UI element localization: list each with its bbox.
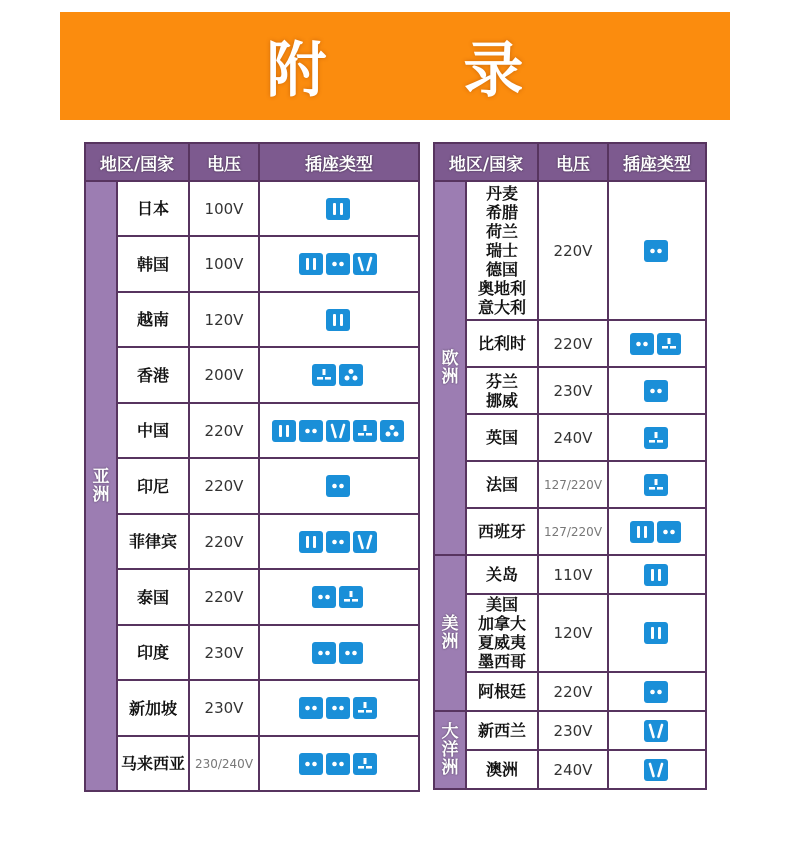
plug-types-cell <box>259 736 419 791</box>
plug-types-cell <box>608 750 706 789</box>
voltage-cell: 220V <box>538 672 608 711</box>
flat-two-pin-plug-icon <box>644 564 668 586</box>
three-pin-plug-icon <box>339 586 363 608</box>
flat-two-pin-plug-icon <box>326 198 350 220</box>
three-pin-plug-icon <box>353 420 377 442</box>
country-cell: 菲律宾 <box>117 514 189 569</box>
country-cell: 香港 <box>117 347 189 403</box>
table-row <box>85 403 419 458</box>
plug-types-cell <box>608 508 706 555</box>
angled-pin-plug-icon <box>326 420 350 442</box>
country-cell: 西班牙 <box>466 508 538 555</box>
table-row <box>85 514 419 569</box>
country-cell: 泰国 <box>117 569 189 625</box>
country-cell: 印度 <box>117 625 189 680</box>
table-row <box>434 461 706 508</box>
table-row <box>85 680 419 736</box>
table-row <box>434 508 706 555</box>
country-cell: 丹麦 希腊 荷兰 瑞士 德国 奥地利 意大利 <box>466 181 538 320</box>
voltage-cell: 220V <box>538 320 608 367</box>
world-voltage-table <box>433 142 707 790</box>
country-cell: 马来西亚 <box>117 736 189 791</box>
round-two-pin-plug-icon <box>299 753 323 775</box>
country-cell: 新西兰 <box>466 711 538 750</box>
triangle-three-pin-plug-icon <box>380 420 404 442</box>
country-cell: 日本 <box>117 181 189 236</box>
voltage-cell: 230V <box>189 680 259 736</box>
country-cell: 韩国 <box>117 236 189 292</box>
angled-pin-plug-icon <box>644 720 668 742</box>
plug-types-cell <box>259 514 419 569</box>
plug-types-cell <box>608 594 706 672</box>
country-cell: 美国 加拿大 夏威夷 墨西哥 <box>466 594 538 672</box>
triangle-three-pin-plug-icon <box>339 364 363 386</box>
plug-types-cell <box>259 292 419 347</box>
table-row <box>434 672 706 711</box>
flat-two-pin-plug-icon <box>299 253 323 275</box>
voltage-cell: 220V <box>189 458 259 514</box>
plug-types-cell <box>259 569 419 625</box>
round-two-pin-plug-icon <box>657 521 681 543</box>
flat-two-pin-plug-icon <box>326 309 350 331</box>
angled-pin-plug-icon <box>644 759 668 781</box>
table-row <box>85 736 419 791</box>
plug-types-cell <box>259 181 419 236</box>
voltage-cell: 240V <box>538 750 608 789</box>
round-two-pin-plug-icon <box>339 642 363 664</box>
table-row <box>85 292 419 347</box>
flat-two-pin-plug-icon <box>630 521 654 543</box>
voltage-cell: 220V <box>189 403 259 458</box>
table-row <box>85 625 419 680</box>
round-two-pin-plug-icon <box>312 586 336 608</box>
page-title: 附 录 <box>266 36 582 106</box>
round-two-pin-plug-icon <box>326 531 350 553</box>
table-row <box>434 320 706 367</box>
region-label-oceania: 大 洋 洲 <box>434 711 466 789</box>
round-two-pin-plug-icon <box>644 681 668 703</box>
plug-types-cell <box>259 680 419 736</box>
flat-two-pin-plug-icon <box>272 420 296 442</box>
voltage-cell: 230/240V <box>189 736 259 791</box>
voltage-cell: 220V <box>538 181 608 320</box>
country-cell: 越南 <box>117 292 189 347</box>
country-cell: 新加坡 <box>117 680 189 736</box>
plug-types-cell <box>259 403 419 458</box>
plug-types-cell <box>259 458 419 514</box>
three-pin-plug-icon <box>353 697 377 719</box>
three-pin-plug-icon <box>312 364 336 386</box>
round-two-pin-plug-icon <box>326 753 350 775</box>
voltage-cell: 240V <box>538 414 608 461</box>
table-row <box>434 711 706 750</box>
voltage-cell: 127/220V <box>538 461 608 508</box>
region-label-asia: 亚 洲 <box>85 181 117 791</box>
round-two-pin-plug-icon <box>644 240 668 262</box>
round-two-pin-plug-icon <box>326 475 350 497</box>
table-row <box>434 367 706 414</box>
plug-types-cell <box>608 181 706 320</box>
voltage-cell: 230V <box>538 711 608 750</box>
round-two-pin-plug-icon <box>326 697 350 719</box>
plug-types-cell <box>259 236 419 292</box>
plug-types-cell <box>608 414 706 461</box>
country-cell: 澳洲 <box>466 750 538 789</box>
header-voltage: 电压 <box>538 143 608 181</box>
table-row <box>85 458 419 514</box>
country-cell: 阿根廷 <box>466 672 538 711</box>
country-cell: 比利时 <box>466 320 538 367</box>
title-banner <box>60 12 730 120</box>
round-two-pin-plug-icon <box>299 420 323 442</box>
country-cell: 法国 <box>466 461 538 508</box>
table-row <box>434 414 706 461</box>
flat-two-pin-plug-icon <box>299 531 323 553</box>
plug-types-cell <box>608 367 706 414</box>
plug-types-cell <box>259 347 419 403</box>
table-row <box>85 569 419 625</box>
angled-pin-plug-icon <box>353 253 377 275</box>
plug-types-cell <box>608 711 706 750</box>
header-plug: 插座类型 <box>608 143 706 181</box>
round-two-pin-plug-icon <box>326 253 350 275</box>
asia-voltage-table <box>84 142 420 792</box>
plug-types-cell <box>259 625 419 680</box>
header-region: 地区/国家 <box>434 143 538 181</box>
country-cell: 关岛 <box>466 555 538 594</box>
voltage-cell: 220V <box>189 514 259 569</box>
country-cell: 芬兰 挪威 <box>466 367 538 414</box>
round-two-pin-plug-icon <box>630 333 654 355</box>
country-cell: 印尼 <box>117 458 189 514</box>
header-voltage: 电压 <box>189 143 259 181</box>
table-row <box>85 181 419 236</box>
voltage-cell: 230V <box>189 625 259 680</box>
voltage-cell: 200V <box>189 347 259 403</box>
voltage-cell: 100V <box>189 181 259 236</box>
plug-types-cell <box>608 320 706 367</box>
voltage-cell: 120V <box>189 292 259 347</box>
country-cell: 中国 <box>117 403 189 458</box>
voltage-cell: 230V <box>538 367 608 414</box>
table-row <box>85 236 419 292</box>
region-label-america: 美 洲 <box>434 555 466 711</box>
table-row <box>434 750 706 789</box>
round-two-pin-plug-icon <box>299 697 323 719</box>
voltage-cell: 220V <box>189 569 259 625</box>
voltage-cell: 100V <box>189 236 259 292</box>
plug-types-cell <box>608 555 706 594</box>
table-row <box>434 594 706 672</box>
voltage-cell: 120V <box>538 594 608 672</box>
country-cell: 英国 <box>466 414 538 461</box>
header-region: 地区/国家 <box>85 143 189 181</box>
header-plug: 插座类型 <box>259 143 419 181</box>
flat-two-pin-plug-icon <box>644 622 668 644</box>
table-row <box>434 181 706 320</box>
three-pin-plug-icon <box>644 427 668 449</box>
three-pin-plug-icon <box>644 474 668 496</box>
voltage-cell: 127/220V <box>538 508 608 555</box>
three-pin-plug-icon <box>353 753 377 775</box>
three-pin-plug-icon <box>657 333 681 355</box>
round-two-pin-plug-icon <box>312 642 336 664</box>
region-label-europe: 欧 洲 <box>434 181 466 555</box>
round-two-pin-plug-icon <box>644 380 668 402</box>
plug-types-cell <box>608 672 706 711</box>
table-row <box>434 555 706 594</box>
table-row <box>85 347 419 403</box>
angled-pin-plug-icon <box>353 531 377 553</box>
plug-types-cell <box>608 461 706 508</box>
voltage-cell: 110V <box>538 555 608 594</box>
